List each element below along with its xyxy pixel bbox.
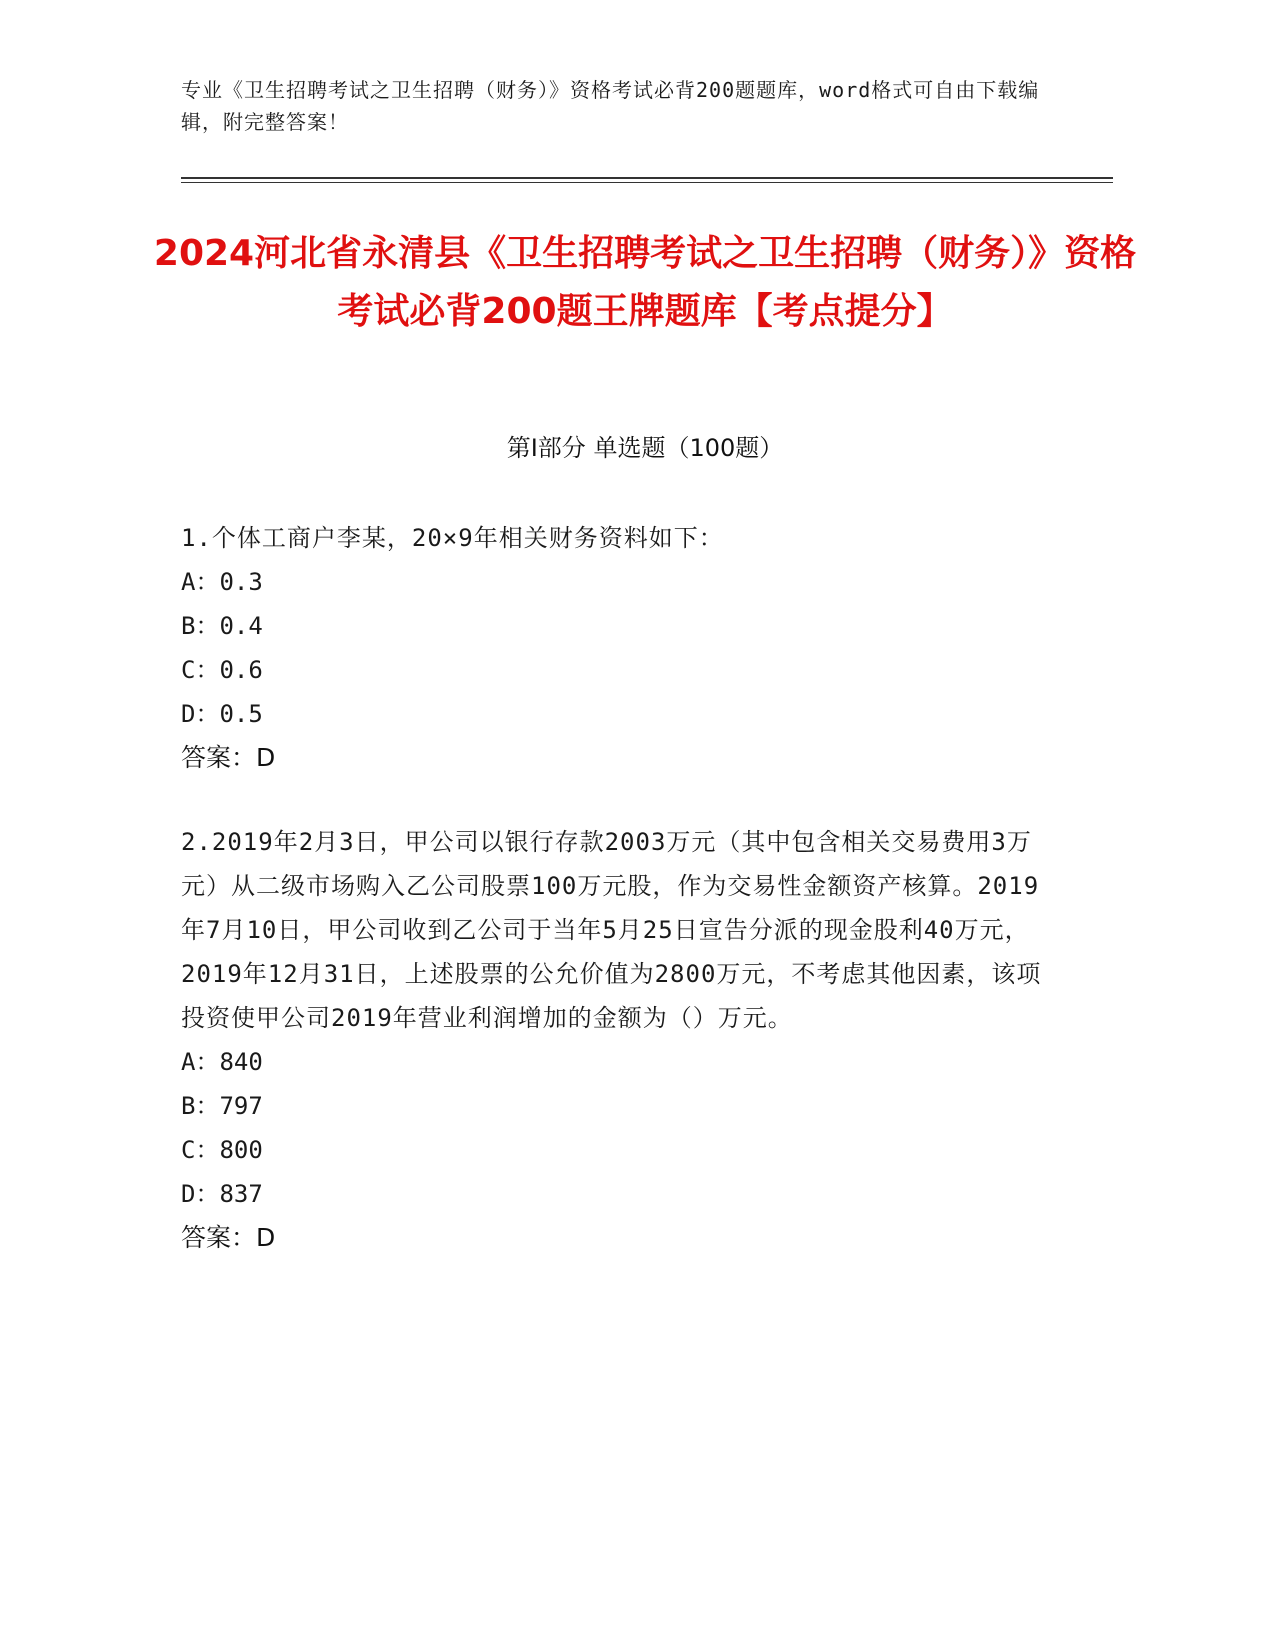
question-stem: 2.2019年2月3日，甲公司以银行存款2003万元（其中包含相关交易费用3万元）从二级市场购入乙公司股票100万元股，作为交易性金额资产核算。2019年7月10日，甲公司收到乙公司于当年5月25日宣告分派的现金股利40万元，2019年12月31日，上述股票的公允价值为2800万元，不考虑其他因素，该项投资使甲公司2019年营业利润增加的金额为（）万元。: [181, 828, 1042, 1032]
document-title: 2024河北省永清县《卫生招聘考试之卫生招聘（财务）》资格考试必背200题王牌题库【考点提分】: [153, 233, 1137, 332]
option-a: A：0.3: [181, 568, 263, 596]
option-c: C：0.6: [181, 656, 263, 684]
option-d: D：0.5: [181, 700, 263, 728]
header-divider: [181, 177, 1113, 179]
answer-line: 答案：D: [181, 1223, 276, 1252]
option-c: C：800: [181, 1136, 263, 1164]
question-item: [181, 516, 1056, 780]
option-b: B：797: [181, 1092, 263, 1120]
question-list: [181, 516, 1056, 1300]
question-stem: 1.个体工商户李某，20×9年相关财务资料如下：: [181, 524, 724, 552]
header-divider-thin: [181, 182, 1113, 183]
option-d: D：837: [181, 1180, 263, 1208]
option-a: A：840: [181, 1048, 263, 1076]
header-note: 专业《卫生招聘考试之卫生招聘（财务）》资格考试必背200题题库，word格式可自由下载编辑，附完整答案！: [181, 78, 1040, 134]
question-item: [181, 820, 1056, 1260]
answer-line: 答案：D: [181, 743, 276, 772]
option-b: B：0.4: [181, 612, 263, 640]
section-heading: 第I部分 单选题（100题）: [506, 434, 784, 462]
